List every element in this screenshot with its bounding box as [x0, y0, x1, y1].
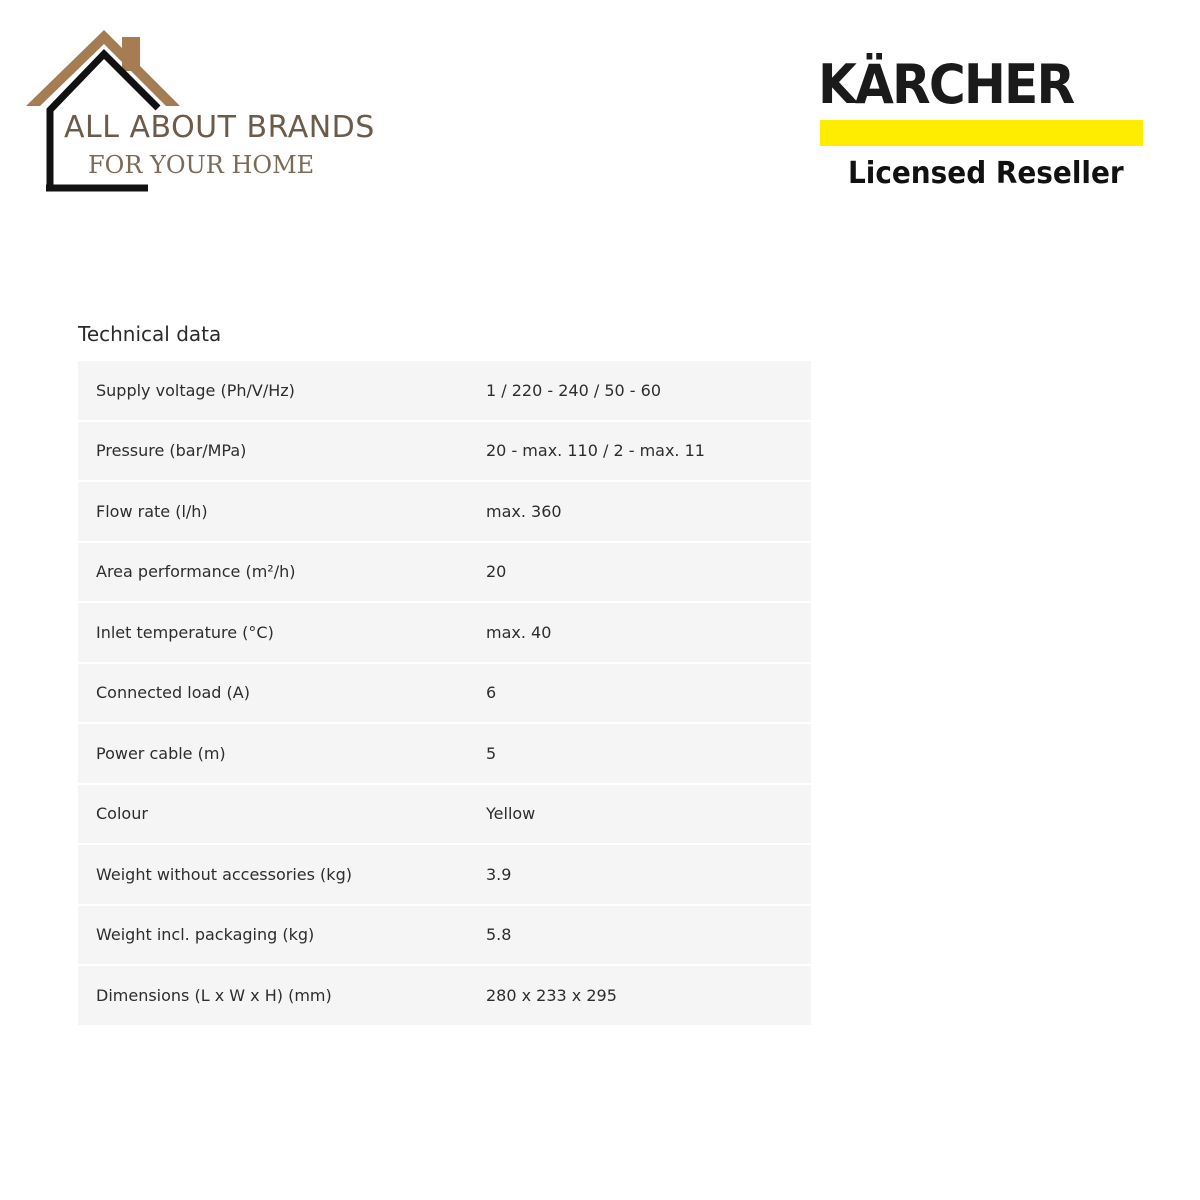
spec-label: Dimensions (L x W x H) (mm)	[78, 966, 486, 1027]
spec-label: Connected load (A)	[78, 664, 486, 725]
spec-label: Area performance (m²/h)	[78, 543, 486, 604]
table-row	[78, 603, 811, 664]
spec-value: max. 360	[486, 482, 811, 543]
spec-label: Flow rate (l/h)	[78, 482, 486, 543]
karcher-yellow-bar	[820, 120, 1143, 146]
spec-value: 5	[486, 724, 811, 785]
section-title: Technical data	[78, 322, 222, 346]
spec-label: Inlet temperature (°C)	[78, 603, 486, 664]
brand-slogan: FOR YOUR HOME	[88, 151, 315, 179]
karcher-wordmark: KÄRCHER	[818, 53, 1074, 116]
table-row	[78, 906, 811, 967]
karcher-logo	[818, 54, 1148, 204]
spec-label: Colour	[78, 785, 486, 846]
table-row	[78, 966, 811, 1027]
spec-label: Supply voltage (Ph/V/Hz)	[78, 361, 486, 422]
table-row	[78, 543, 811, 604]
spec-label: Pressure (bar/MPa)	[78, 422, 486, 483]
spec-label: Power cable (m)	[78, 724, 486, 785]
table-row	[78, 724, 811, 785]
spec-value: max. 40	[486, 603, 811, 664]
spec-label: Weight incl. packaging (kg)	[78, 906, 486, 967]
spec-label: Weight without accessories (kg)	[78, 845, 486, 906]
table-row	[78, 482, 811, 543]
spec-value: Yellow	[486, 785, 811, 846]
table-row	[78, 422, 811, 483]
table-row	[78, 785, 811, 846]
licensed-reseller-label: Licensed Reseller	[848, 156, 1124, 191]
technical-data-table	[78, 361, 811, 1027]
brand-logo	[0, 0, 420, 210]
table-row	[78, 361, 811, 422]
table-row	[78, 664, 811, 725]
spec-value: 5.8	[486, 906, 811, 967]
spec-value: 6	[486, 664, 811, 725]
spec-value: 20 - max. 110 / 2 - max. 11	[486, 422, 811, 483]
spec-value: 20	[486, 543, 811, 604]
table-row	[78, 845, 811, 906]
spec-value: 280 x 233 x 295	[486, 966, 811, 1027]
spec-value: 1 / 220 - 240 / 50 - 60	[486, 361, 811, 422]
brand-name: ALL ABOUT BRANDS	[64, 110, 375, 145]
spec-value: 3.9	[486, 845, 811, 906]
